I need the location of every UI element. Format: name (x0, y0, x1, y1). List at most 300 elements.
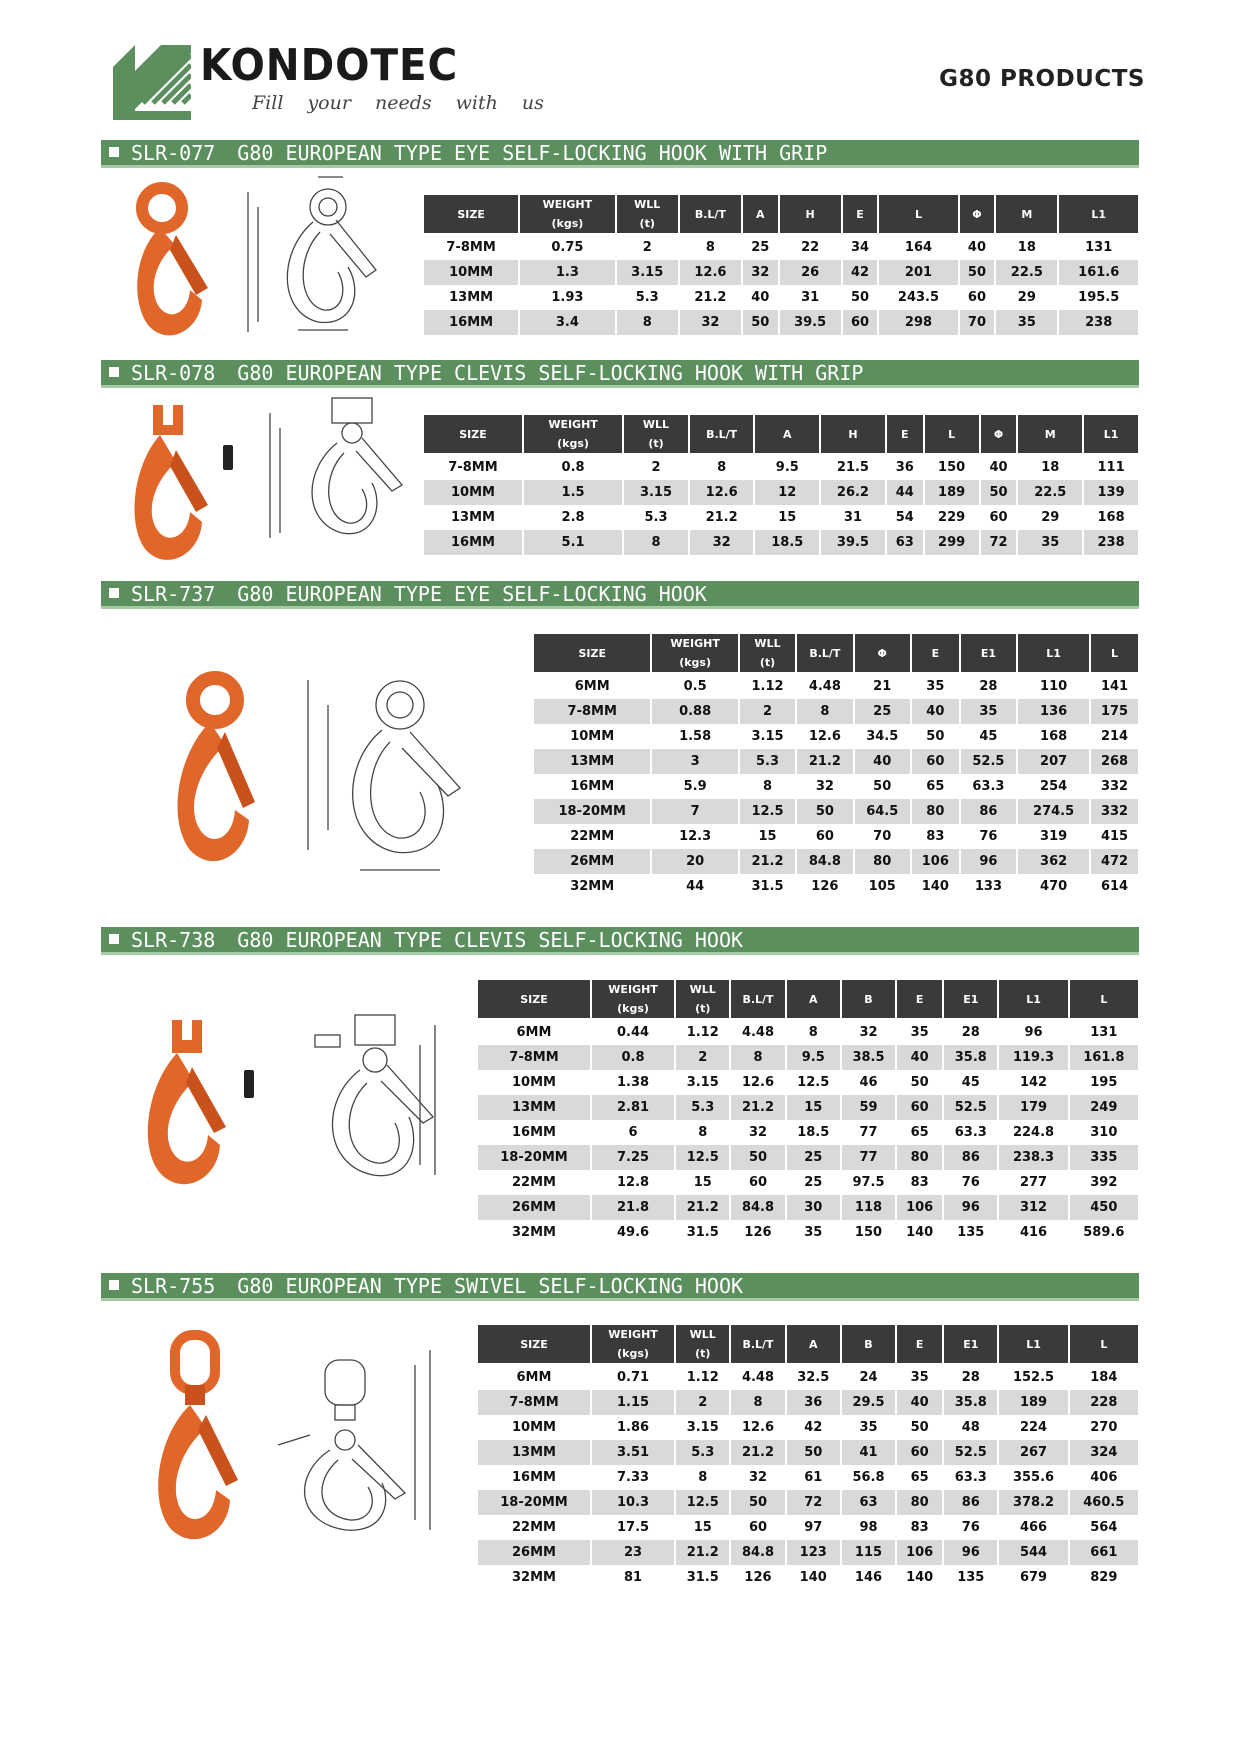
table-cell: 3.15 (740, 724, 795, 749)
table-cell: 5.3 (624, 505, 688, 530)
table-cell: 2.81 (592, 1095, 674, 1120)
column-header (690, 415, 754, 455)
table-cell: 3.15 (617, 260, 678, 285)
table-cell: 41 (842, 1440, 895, 1465)
table-cell: 35 (787, 1220, 840, 1245)
table-cell: 332 (1091, 799, 1138, 824)
table-cell: 267 (999, 1440, 1067, 1465)
table-cell: 207 (1018, 749, 1089, 774)
size-cell: 26MM (478, 1195, 590, 1220)
table-cell: 243.5 (879, 285, 957, 310)
column-header (520, 195, 614, 235)
size-cell: 7-8MM (478, 1045, 590, 1070)
column-header (780, 195, 841, 235)
table-cell: 8 (787, 1020, 840, 1045)
table-cell: 35 (996, 310, 1057, 335)
table-cell: 139 (1084, 480, 1138, 505)
table-cell: 12.6 (680, 260, 741, 285)
column-header-label: L (914, 207, 922, 221)
table-cell: 1.12 (676, 1020, 729, 1045)
table-cell: 50 (743, 310, 778, 335)
table-cell: 31.5 (676, 1220, 729, 1245)
column-header-label: Φ (877, 646, 887, 660)
table-cell: 15 (787, 1095, 840, 1120)
column-header-unit: (t) (695, 1347, 711, 1360)
column-header (740, 634, 795, 674)
column-header-unit: (kgs) (617, 1002, 649, 1015)
table-cell: 1.3 (520, 260, 614, 285)
table-cell: 50 (731, 1490, 784, 1515)
table-cell: 140 (787, 1565, 840, 1590)
column-header-label: SIZE (578, 646, 606, 660)
bullet-icon (109, 367, 119, 377)
hook-technical-drawing (270, 1345, 440, 1535)
bullet-icon (109, 588, 119, 598)
table-cell: 22 (780, 235, 841, 260)
column-header (1018, 634, 1089, 674)
table-cell: 8 (797, 699, 852, 724)
table-cell: 126 (731, 1565, 784, 1590)
column-header (787, 980, 840, 1020)
column-header-label: L (1100, 992, 1108, 1006)
size-cell: 18-20MM (478, 1145, 590, 1170)
table-cell: 22.5 (1018, 480, 1082, 505)
table-row (424, 530, 1138, 555)
table-cell: 8 (624, 530, 688, 555)
product-code: SLR-755 (131, 1274, 216, 1298)
table-cell: 63 (887, 530, 923, 555)
product-title: G80 EUROPEAN TYPE EYE SELF-LOCKING HOOK WITH GRIP (237, 141, 828, 165)
table-cell: 26.2 (821, 480, 885, 505)
table-cell: 679 (999, 1565, 1067, 1590)
column-header-label: B.L/T (809, 646, 841, 660)
column-header (843, 195, 878, 235)
table-cell: 7 (652, 799, 737, 824)
table-cell: 142 (999, 1070, 1067, 1095)
table-cell: 21.2 (680, 285, 741, 310)
table-row (478, 1120, 1138, 1145)
table-cell: 60 (912, 749, 959, 774)
table-cell: 175 (1091, 699, 1138, 724)
table-cell: 1.12 (676, 1365, 729, 1390)
table-cell: 106 (897, 1540, 942, 1565)
table-cell: 50 (843, 285, 878, 310)
table-row (478, 1465, 1138, 1490)
table-cell: 25 (787, 1145, 840, 1170)
table-cell: 83 (897, 1170, 942, 1195)
column-header-unit: (t) (648, 437, 664, 450)
table-cell: 60 (981, 505, 1017, 530)
table-cell: 21.2 (740, 849, 795, 874)
table-cell: 72 (787, 1490, 840, 1515)
size-cell: 32MM (534, 874, 650, 899)
column-header-label: L1 (1091, 207, 1107, 221)
table-cell: 42 (843, 260, 878, 285)
table-cell: 52.5 (961, 749, 1016, 774)
table-cell: 9.5 (755, 455, 819, 480)
table-cell: 61 (787, 1465, 840, 1490)
size-cell: 22MM (478, 1170, 590, 1195)
table-cell: 0.71 (592, 1365, 674, 1390)
table-row (478, 1440, 1138, 1465)
table-cell: 131 (1059, 235, 1138, 260)
table-cell: 0.8 (524, 455, 622, 480)
table-cell: 189 (925, 480, 979, 505)
column-header-label: E (915, 992, 924, 1006)
hook-technical-drawing (300, 670, 480, 880)
hook-technical-drawing (238, 172, 388, 342)
table-cell: 50 (981, 480, 1017, 505)
hook-technical-drawing (295, 1005, 445, 1190)
table-cell: 23 (592, 1540, 674, 1565)
column-header (879, 195, 957, 235)
column-header-label: WLL (689, 983, 716, 996)
column-header (855, 634, 910, 674)
size-cell: 7-8MM (424, 455, 522, 480)
product-title: G80 EUROPEAN TYPE CLEVIS SELF-LOCKING HOOK WITH GRIP (237, 361, 864, 385)
table-cell: 72 (981, 530, 1017, 555)
page-category: G80 PRODUCTS (939, 66, 1145, 92)
table-cell: 45 (944, 1070, 997, 1095)
table-cell: 168 (1018, 724, 1089, 749)
column-header (676, 1325, 729, 1365)
table-cell: 86 (944, 1490, 997, 1515)
table-cell: 21.2 (731, 1440, 784, 1465)
table-cell: 21.5 (821, 455, 885, 480)
table-cell: 31.5 (740, 874, 795, 899)
column-header-label: E (931, 646, 940, 660)
table-cell: 32 (743, 260, 778, 285)
table-cell: 0.88 (652, 699, 737, 724)
table-cell: 12.5 (676, 1490, 729, 1515)
column-header-label: WLL (689, 1328, 716, 1341)
table-cell: 50 (855, 774, 910, 799)
table-cell: 97.5 (842, 1170, 895, 1195)
table-cell: 40 (912, 699, 959, 724)
table-row (478, 1170, 1138, 1195)
column-header (981, 415, 1017, 455)
table-cell: 470 (1018, 874, 1089, 899)
table-cell: 40 (855, 749, 910, 774)
table-cell: 161.6 (1059, 260, 1138, 285)
column-header-unit: (t) (639, 217, 655, 230)
table-cell: 2 (624, 455, 688, 480)
table-cell: 12.5 (676, 1145, 729, 1170)
table-cell: 1.12 (740, 674, 795, 699)
table-cell: 12.6 (797, 724, 852, 749)
section-heading (131, 928, 743, 952)
table-cell: 140 (897, 1565, 942, 1590)
column-header (1070, 1325, 1138, 1365)
table-cell: 32 (842, 1020, 895, 1045)
table-cell: 3.51 (592, 1440, 674, 1465)
column-header (842, 1325, 895, 1365)
table-cell: 29 (1018, 505, 1082, 530)
column-header (743, 195, 778, 235)
product-code: SLR-077 (131, 141, 216, 165)
spec-table (532, 634, 1140, 899)
table-cell: 15 (676, 1170, 729, 1195)
table-cell: 25 (855, 699, 910, 724)
table-cell: 49.6 (592, 1220, 674, 1245)
table-cell: 96 (944, 1195, 997, 1220)
column-header-label: L1 (1046, 646, 1061, 660)
size-cell: 13MM (534, 749, 650, 774)
column-header-label: L (1100, 1337, 1108, 1351)
table-cell: 0.8 (592, 1045, 674, 1070)
table-cell: 38.5 (842, 1045, 895, 1070)
product-code: SLR-078 (131, 361, 216, 385)
table-cell: 140 (897, 1220, 942, 1245)
table-cell: 50 (731, 1145, 784, 1170)
table-cell: 35.8 (944, 1390, 997, 1415)
table-cell: 28 (944, 1020, 997, 1045)
table-cell: 21.2 (676, 1540, 729, 1565)
table-cell: 32.5 (787, 1365, 840, 1390)
table-cell: 544 (999, 1540, 1067, 1565)
table-cell: 2 (740, 699, 795, 724)
table-cell: 76 (961, 824, 1016, 849)
table-cell: 118 (842, 1195, 895, 1220)
table-row (534, 724, 1138, 749)
table-cell: 224.8 (999, 1120, 1067, 1145)
column-header-label: WEIGHT (608, 1328, 658, 1341)
table-cell: 21.2 (731, 1095, 784, 1120)
table-row (478, 1095, 1138, 1120)
table-row (424, 235, 1138, 260)
size-cell: 6MM (534, 674, 650, 699)
column-header (755, 415, 819, 455)
size-cell: 18-20MM (534, 799, 650, 824)
table-header-row (478, 980, 1138, 1020)
column-header-unit: (kgs) (679, 656, 712, 669)
size-cell: 7-8MM (478, 1390, 590, 1415)
table-cell: 12.8 (592, 1170, 674, 1195)
table-cell: 77 (842, 1120, 895, 1145)
table-cell: 229 (925, 505, 979, 530)
table-cell: 60 (797, 824, 852, 849)
table-cell: 184 (1070, 1365, 1138, 1390)
table-cell: 60 (897, 1440, 942, 1465)
column-header-label: WEIGHT (542, 198, 593, 211)
table-cell: 195.5 (1059, 285, 1138, 310)
table-cell: 65 (897, 1465, 942, 1490)
table-cell: 105 (855, 874, 910, 899)
table-cell: 5.3 (676, 1095, 729, 1120)
table-cell: 40 (960, 235, 995, 260)
table-cell: 126 (797, 874, 852, 899)
table-cell: 42 (787, 1415, 840, 1440)
column-header-label: WLL (754, 637, 781, 650)
table-cell: 32 (797, 774, 852, 799)
table-cell: 466 (999, 1515, 1067, 1540)
table-cell: 65 (912, 774, 959, 799)
table-row (534, 699, 1138, 724)
column-header (999, 1325, 1067, 1365)
table-row (424, 260, 1138, 285)
table-cell: 2 (617, 235, 678, 260)
table-cell: 131 (1070, 1020, 1138, 1045)
size-cell: 16MM (424, 530, 522, 555)
column-header (617, 195, 678, 235)
table-cell: 29.5 (842, 1390, 895, 1415)
table-row (478, 1390, 1138, 1415)
table-cell: 50 (897, 1070, 942, 1095)
column-header (676, 980, 729, 1020)
size-cell: 7-8MM (424, 235, 518, 260)
table-cell: 3.15 (676, 1415, 729, 1440)
table-cell: 136 (1018, 699, 1089, 724)
column-header-label: B (864, 1337, 873, 1351)
column-header (534, 634, 650, 674)
table-cell: 8 (731, 1390, 784, 1415)
column-header (961, 634, 1016, 674)
hook-photo (118, 400, 248, 565)
table-header-row (424, 195, 1138, 235)
table-row (478, 1195, 1138, 1220)
table-cell: 7.25 (592, 1145, 674, 1170)
table-cell: 39.5 (821, 530, 885, 555)
table-cell: 3.15 (624, 480, 688, 505)
table-cell: 829 (1070, 1565, 1138, 1590)
table-cell: 76 (944, 1515, 997, 1540)
table-cell: 8 (617, 310, 678, 335)
column-header (897, 1325, 942, 1365)
table-cell: 5.3 (740, 749, 795, 774)
table-cell: 81 (592, 1565, 674, 1590)
table-cell: 12.5 (787, 1070, 840, 1095)
table-cell: 35 (1018, 530, 1082, 555)
section-title-bar (101, 927, 1139, 955)
column-header (680, 195, 741, 235)
table-cell: 12.6 (731, 1070, 784, 1095)
table-cell: 189 (999, 1390, 1067, 1415)
product-title: G80 EUROPEAN TYPE EYE SELF-LOCKING HOOK (237, 582, 707, 606)
column-header-label: SIZE (520, 1337, 548, 1351)
column-header (524, 415, 622, 455)
table-cell: 21.2 (690, 505, 754, 530)
table-cell: 3 (652, 749, 737, 774)
table-cell: 238 (1084, 530, 1138, 555)
table-cell: 77 (842, 1145, 895, 1170)
table-cell: 416 (999, 1220, 1067, 1245)
table-cell: 15 (755, 505, 819, 530)
column-header (424, 195, 518, 235)
table-cell: 50 (912, 724, 959, 749)
table-row (478, 1020, 1138, 1045)
table-cell: 28 (961, 674, 1016, 699)
column-header-unit: (t) (695, 1002, 711, 1015)
column-header-label: B.L/T (694, 207, 726, 221)
table-cell: 96 (999, 1020, 1067, 1045)
table-cell: 32 (680, 310, 741, 335)
hook-photo (140, 1330, 250, 1550)
table-cell: 12.6 (731, 1415, 784, 1440)
bullet-icon (109, 1280, 119, 1290)
column-header-unit: (t) (759, 656, 776, 669)
table-cell: 60 (897, 1095, 942, 1120)
column-header-label: L (1111, 646, 1119, 660)
table-cell: 18 (1018, 455, 1082, 480)
table-cell: 1.5 (524, 480, 622, 505)
column-header-label: A (783, 427, 792, 441)
table-cell: 40 (743, 285, 778, 310)
column-header (842, 980, 895, 1020)
column-header-label: M (1021, 207, 1033, 221)
size-cell: 10MM (534, 724, 650, 749)
table-cell: 115 (842, 1540, 895, 1565)
table-cell: 30 (787, 1195, 840, 1220)
table-cell: 35 (842, 1415, 895, 1440)
table-cell: 60 (960, 285, 995, 310)
table-cell: 312 (999, 1195, 1067, 1220)
table-cell: 214 (1091, 724, 1138, 749)
column-header (1070, 980, 1138, 1020)
table-row (424, 505, 1138, 530)
table-cell: 123 (787, 1540, 840, 1565)
table-cell: 80 (855, 849, 910, 874)
table-cell: 8 (731, 1045, 784, 1070)
table-cell: 96 (961, 849, 1016, 874)
table-cell: 10.3 (592, 1490, 674, 1515)
column-header (797, 634, 852, 674)
table-cell: 277 (999, 1170, 1067, 1195)
table-row (478, 1565, 1138, 1590)
column-header-unit: (kgs) (557, 437, 589, 450)
table-cell: 15 (740, 824, 795, 849)
section-title-bar (101, 360, 1139, 388)
size-cell: 6MM (478, 1365, 590, 1390)
table-cell: 161.8 (1070, 1045, 1138, 1070)
table-cell: 80 (912, 799, 959, 824)
table-cell: 18.5 (787, 1120, 840, 1145)
table-cell: 25 (787, 1170, 840, 1195)
column-header-label: B.L/T (742, 1337, 774, 1351)
column-header-label: SIZE (520, 992, 548, 1006)
section-heading (131, 1274, 743, 1298)
table-cell: 63.3 (944, 1465, 997, 1490)
spec-table (476, 980, 1140, 1245)
column-header (821, 415, 885, 455)
table-cell: 319 (1018, 824, 1089, 849)
table-cell: 80 (897, 1145, 942, 1170)
table-cell: 86 (944, 1145, 997, 1170)
table-cell: 126 (731, 1220, 784, 1245)
table-cell: 8 (740, 774, 795, 799)
size-cell: 13MM (478, 1440, 590, 1465)
table-cell: 140 (912, 874, 959, 899)
size-cell: 32MM (478, 1220, 590, 1245)
column-header-label: L1 (1026, 1337, 1041, 1351)
size-cell: 22MM (478, 1515, 590, 1540)
column-header (944, 980, 997, 1020)
column-header-label: WEIGHT (548, 418, 598, 431)
section-title-bar (101, 1273, 1139, 1301)
section-heading (131, 582, 707, 606)
table-cell: 21.8 (592, 1195, 674, 1220)
table-cell: 355.6 (999, 1465, 1067, 1490)
size-cell: 16MM (478, 1120, 590, 1145)
column-header-label: A (808, 1337, 818, 1351)
column-header-label: WEIGHT (608, 983, 658, 996)
table-header-row (478, 1325, 1138, 1365)
table-cell: 32 (690, 530, 754, 555)
table-cell: 0.44 (592, 1020, 674, 1045)
column-header (731, 980, 784, 1020)
section-heading (131, 361, 863, 385)
column-header-label: H (848, 427, 858, 441)
table-cell: 34.5 (855, 724, 910, 749)
